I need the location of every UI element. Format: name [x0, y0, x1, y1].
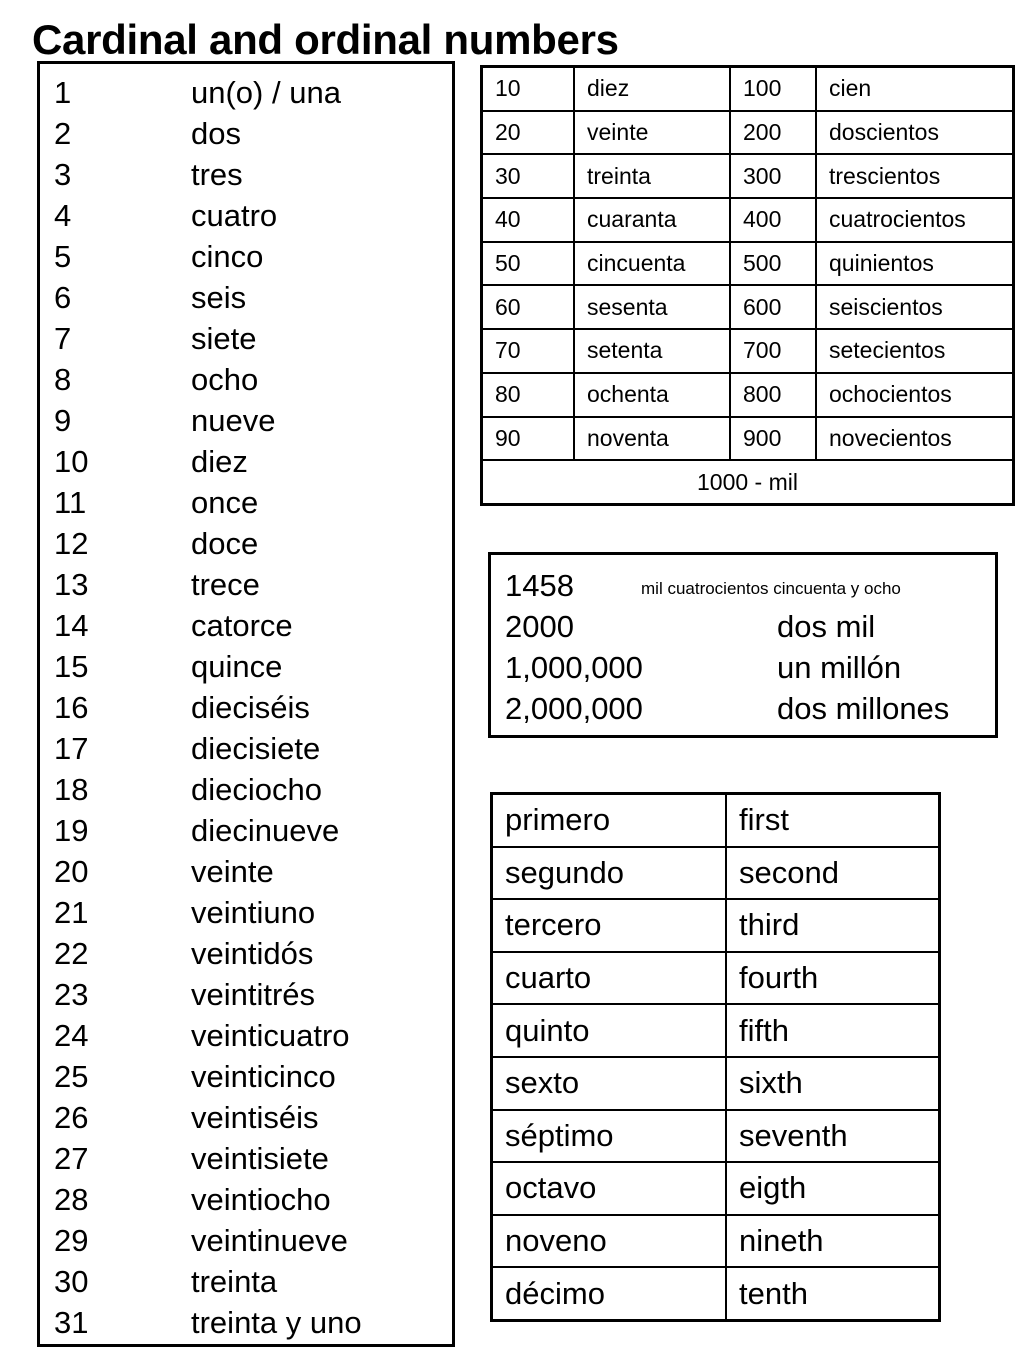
- number-cell: 600: [730, 285, 816, 329]
- tens-footer-row: [482, 460, 1014, 504]
- cardinal-word: ocho: [191, 362, 259, 397]
- number-cell: 200: [730, 111, 816, 155]
- large-numbers-box: [488, 552, 998, 738]
- cardinal-number: 30: [54, 1264, 89, 1299]
- cardinal-number: 21: [54, 895, 89, 930]
- ordinal-english: sixth: [726, 1057, 940, 1110]
- word-cell: trescientos: [816, 154, 1014, 198]
- cardinal-word: tres: [191, 157, 243, 192]
- cardinal-word: trece: [191, 567, 260, 602]
- cardinal-number: 6: [54, 280, 72, 315]
- cardinal-word: dieciocho: [191, 772, 322, 807]
- cardinal-word: veintiuno: [191, 895, 316, 930]
- tens-row: [482, 111, 1014, 155]
- ordinal-english: eigth: [726, 1162, 940, 1215]
- cardinal-number: 15: [54, 649, 89, 684]
- cardinal-number: 16: [54, 690, 89, 725]
- cardinal-number: 29: [54, 1223, 89, 1258]
- cardinal-word: diez: [191, 444, 248, 479]
- cardinal-number: 13: [54, 567, 89, 602]
- cardinal-number: 22: [54, 936, 89, 971]
- large-number-word: dos mil: [777, 609, 876, 644]
- cardinal-number: 3: [54, 157, 72, 192]
- word-cell: noventa: [574, 417, 730, 461]
- cardinal-word: veintisiete: [191, 1141, 329, 1176]
- word-cell: veinte: [574, 111, 730, 155]
- cardinal-number: 9: [54, 403, 72, 438]
- ordinal-spanish: octavo: [492, 1162, 727, 1215]
- ordinal-spanish: quinto: [492, 1004, 727, 1057]
- number-cell: 300: [730, 154, 816, 198]
- ordinal-english: fifth: [726, 1004, 940, 1057]
- large-number-word: mil cuatrocientos cincuenta y ocho: [641, 579, 901, 598]
- number-cell: 400: [730, 198, 816, 242]
- ordinal-spanish: sexto: [492, 1057, 727, 1110]
- cardinal-number: 10: [54, 444, 89, 479]
- tens-hundreds-table: [480, 65, 1015, 506]
- word-cell: sesenta: [574, 285, 730, 329]
- cardinal-number: 17: [54, 731, 89, 766]
- ordinal-english: fourth: [726, 952, 940, 1005]
- cardinal-word: quince: [191, 649, 283, 684]
- cardinal-word: siete: [191, 321, 257, 356]
- cardinal-number: 5: [54, 239, 72, 274]
- ordinal-row: [492, 1004, 940, 1057]
- cardinal-word: doce: [191, 526, 259, 561]
- word-cell: cuatrocientos: [816, 198, 1014, 242]
- cardinal-word: diecisiete: [191, 731, 321, 766]
- cardinal-number: 31: [54, 1305, 89, 1340]
- ordinal-english: tenth: [726, 1267, 940, 1320]
- large-number-word: un millón: [777, 650, 902, 685]
- large-number: 2000: [505, 609, 574, 644]
- cardinal-number: 19: [54, 813, 89, 848]
- ordinal-row: [492, 1110, 940, 1163]
- cardinal-word: veintiséis: [191, 1100, 319, 1135]
- cardinal-number: 25: [54, 1059, 89, 1094]
- tens-row: [482, 154, 1014, 198]
- number-cell: 100: [730, 67, 816, 111]
- ordinal-english: nineth: [726, 1215, 940, 1268]
- number-cell: 40: [482, 198, 575, 242]
- cardinal-number: 1: [54, 75, 72, 110]
- ordinal-row: [492, 899, 940, 952]
- ordinal-english: third: [726, 899, 940, 952]
- cardinal-word: once: [191, 485, 259, 520]
- cardinal-word: seis: [191, 280, 247, 315]
- cardinal-word: treinta: [191, 1264, 278, 1299]
- cardinal-number: 23: [54, 977, 89, 1012]
- ordinal-row: [492, 1267, 940, 1320]
- word-cell: doscientos: [816, 111, 1014, 155]
- cardinal-word: veintidós: [191, 936, 314, 971]
- ordinal-row: [492, 794, 940, 847]
- number-cell: 30: [482, 154, 575, 198]
- cardinal-number: 24: [54, 1018, 89, 1053]
- word-cell: cien: [816, 67, 1014, 111]
- tens-row: [482, 198, 1014, 242]
- ordinal-spanish: noveno: [492, 1215, 727, 1268]
- ordinal-row: [492, 1215, 940, 1268]
- word-cell: treinta: [574, 154, 730, 198]
- word-cell: cuaranta: [574, 198, 730, 242]
- thousand-cell: 1000 - mil: [482, 460, 1014, 504]
- ordinal-spanish: segundo: [492, 847, 727, 900]
- ordinal-spanish: tercero: [492, 899, 727, 952]
- cardinal-number: 4: [54, 198, 72, 233]
- number-cell: 70: [482, 329, 575, 373]
- cardinal-word: treinta y uno: [191, 1305, 362, 1340]
- cardinal-number: 2: [54, 116, 72, 151]
- word-cell: setecientos: [816, 329, 1014, 373]
- cardinal-word: cinco: [191, 239, 264, 274]
- cardinal-word: un(o) / una: [191, 75, 341, 110]
- cardinal-word: nueve: [191, 403, 276, 438]
- tens-row: [482, 417, 1014, 461]
- ordinal-english: seventh: [726, 1110, 940, 1163]
- number-cell: 800: [730, 373, 816, 417]
- word-cell: quinientos: [816, 242, 1014, 286]
- word-cell: ochocientos: [816, 373, 1014, 417]
- cardinal-word: cuatro: [191, 198, 278, 233]
- ordinal-row: [492, 847, 940, 900]
- cardinal-number: 7: [54, 321, 72, 356]
- number-cell: 60: [482, 285, 575, 329]
- number-cell: 500: [730, 242, 816, 286]
- word-cell: cincuenta: [574, 242, 730, 286]
- word-cell: ochenta: [574, 373, 730, 417]
- cardinal-word: dos: [191, 116, 241, 151]
- word-cell: seiscientos: [816, 285, 1014, 329]
- cardinal-word: veintitrés: [191, 977, 316, 1012]
- cardinal-word: veintiocho: [191, 1182, 331, 1217]
- cardinal-number: 26: [54, 1100, 89, 1135]
- cardinal-list-box: [37, 61, 455, 1347]
- number-cell: 80: [482, 373, 575, 417]
- ordinal-english: second: [726, 847, 940, 900]
- cardinal-number: 12: [54, 526, 89, 561]
- number-cell: 10: [482, 67, 575, 111]
- ordinal-spanish: cuarto: [492, 952, 727, 1005]
- cardinal-number: 14: [54, 608, 89, 643]
- large-number: 2,000,000: [505, 691, 643, 726]
- number-cell: 90: [482, 417, 575, 461]
- cardinal-number: 28: [54, 1182, 89, 1217]
- ordinals-table: [490, 792, 941, 1322]
- ordinal-row: [492, 1057, 940, 1110]
- number-cell: 700: [730, 329, 816, 373]
- large-number-word: dos millones: [777, 691, 950, 726]
- cardinal-number: 8: [54, 362, 72, 397]
- number-cell: 50: [482, 242, 575, 286]
- ordinal-english: first: [726, 794, 940, 847]
- page-title: Cardinal and ordinal numbers: [32, 16, 619, 63]
- cardinal-word: veinticuatro: [191, 1018, 350, 1053]
- ordinal-spanish: primero: [492, 794, 727, 847]
- cardinal-number: 20: [54, 854, 89, 889]
- cardinal-number: 11: [54, 485, 87, 520]
- ordinal-spanish: décimo: [492, 1267, 727, 1320]
- word-cell: novecientos: [816, 417, 1014, 461]
- cardinal-number: 27: [54, 1141, 89, 1176]
- ordinal-row: [492, 952, 940, 1005]
- tens-row: [482, 285, 1014, 329]
- ordinal-row: [492, 1162, 940, 1215]
- cardinal-word: catorce: [191, 608, 293, 643]
- cardinal-word: dieciséis: [191, 690, 310, 725]
- tens-row: [482, 329, 1014, 373]
- word-cell: diez: [574, 67, 730, 111]
- tens-row: [482, 67, 1014, 111]
- ordinal-spanish: séptimo: [492, 1110, 727, 1163]
- tens-row: [482, 242, 1014, 286]
- cardinal-number: 18: [54, 772, 89, 807]
- large-number: 1458: [505, 568, 574, 603]
- tens-row: [482, 373, 1014, 417]
- large-number: 1,000,000: [505, 650, 643, 685]
- cardinal-word: veintinueve: [191, 1223, 348, 1258]
- word-cell: setenta: [574, 329, 730, 373]
- number-cell: 20: [482, 111, 575, 155]
- number-cell: 900: [730, 417, 816, 461]
- cardinal-word: veinte: [191, 854, 274, 889]
- cardinal-word: diecinueve: [191, 813, 340, 848]
- cardinal-word: veinticinco: [191, 1059, 336, 1094]
